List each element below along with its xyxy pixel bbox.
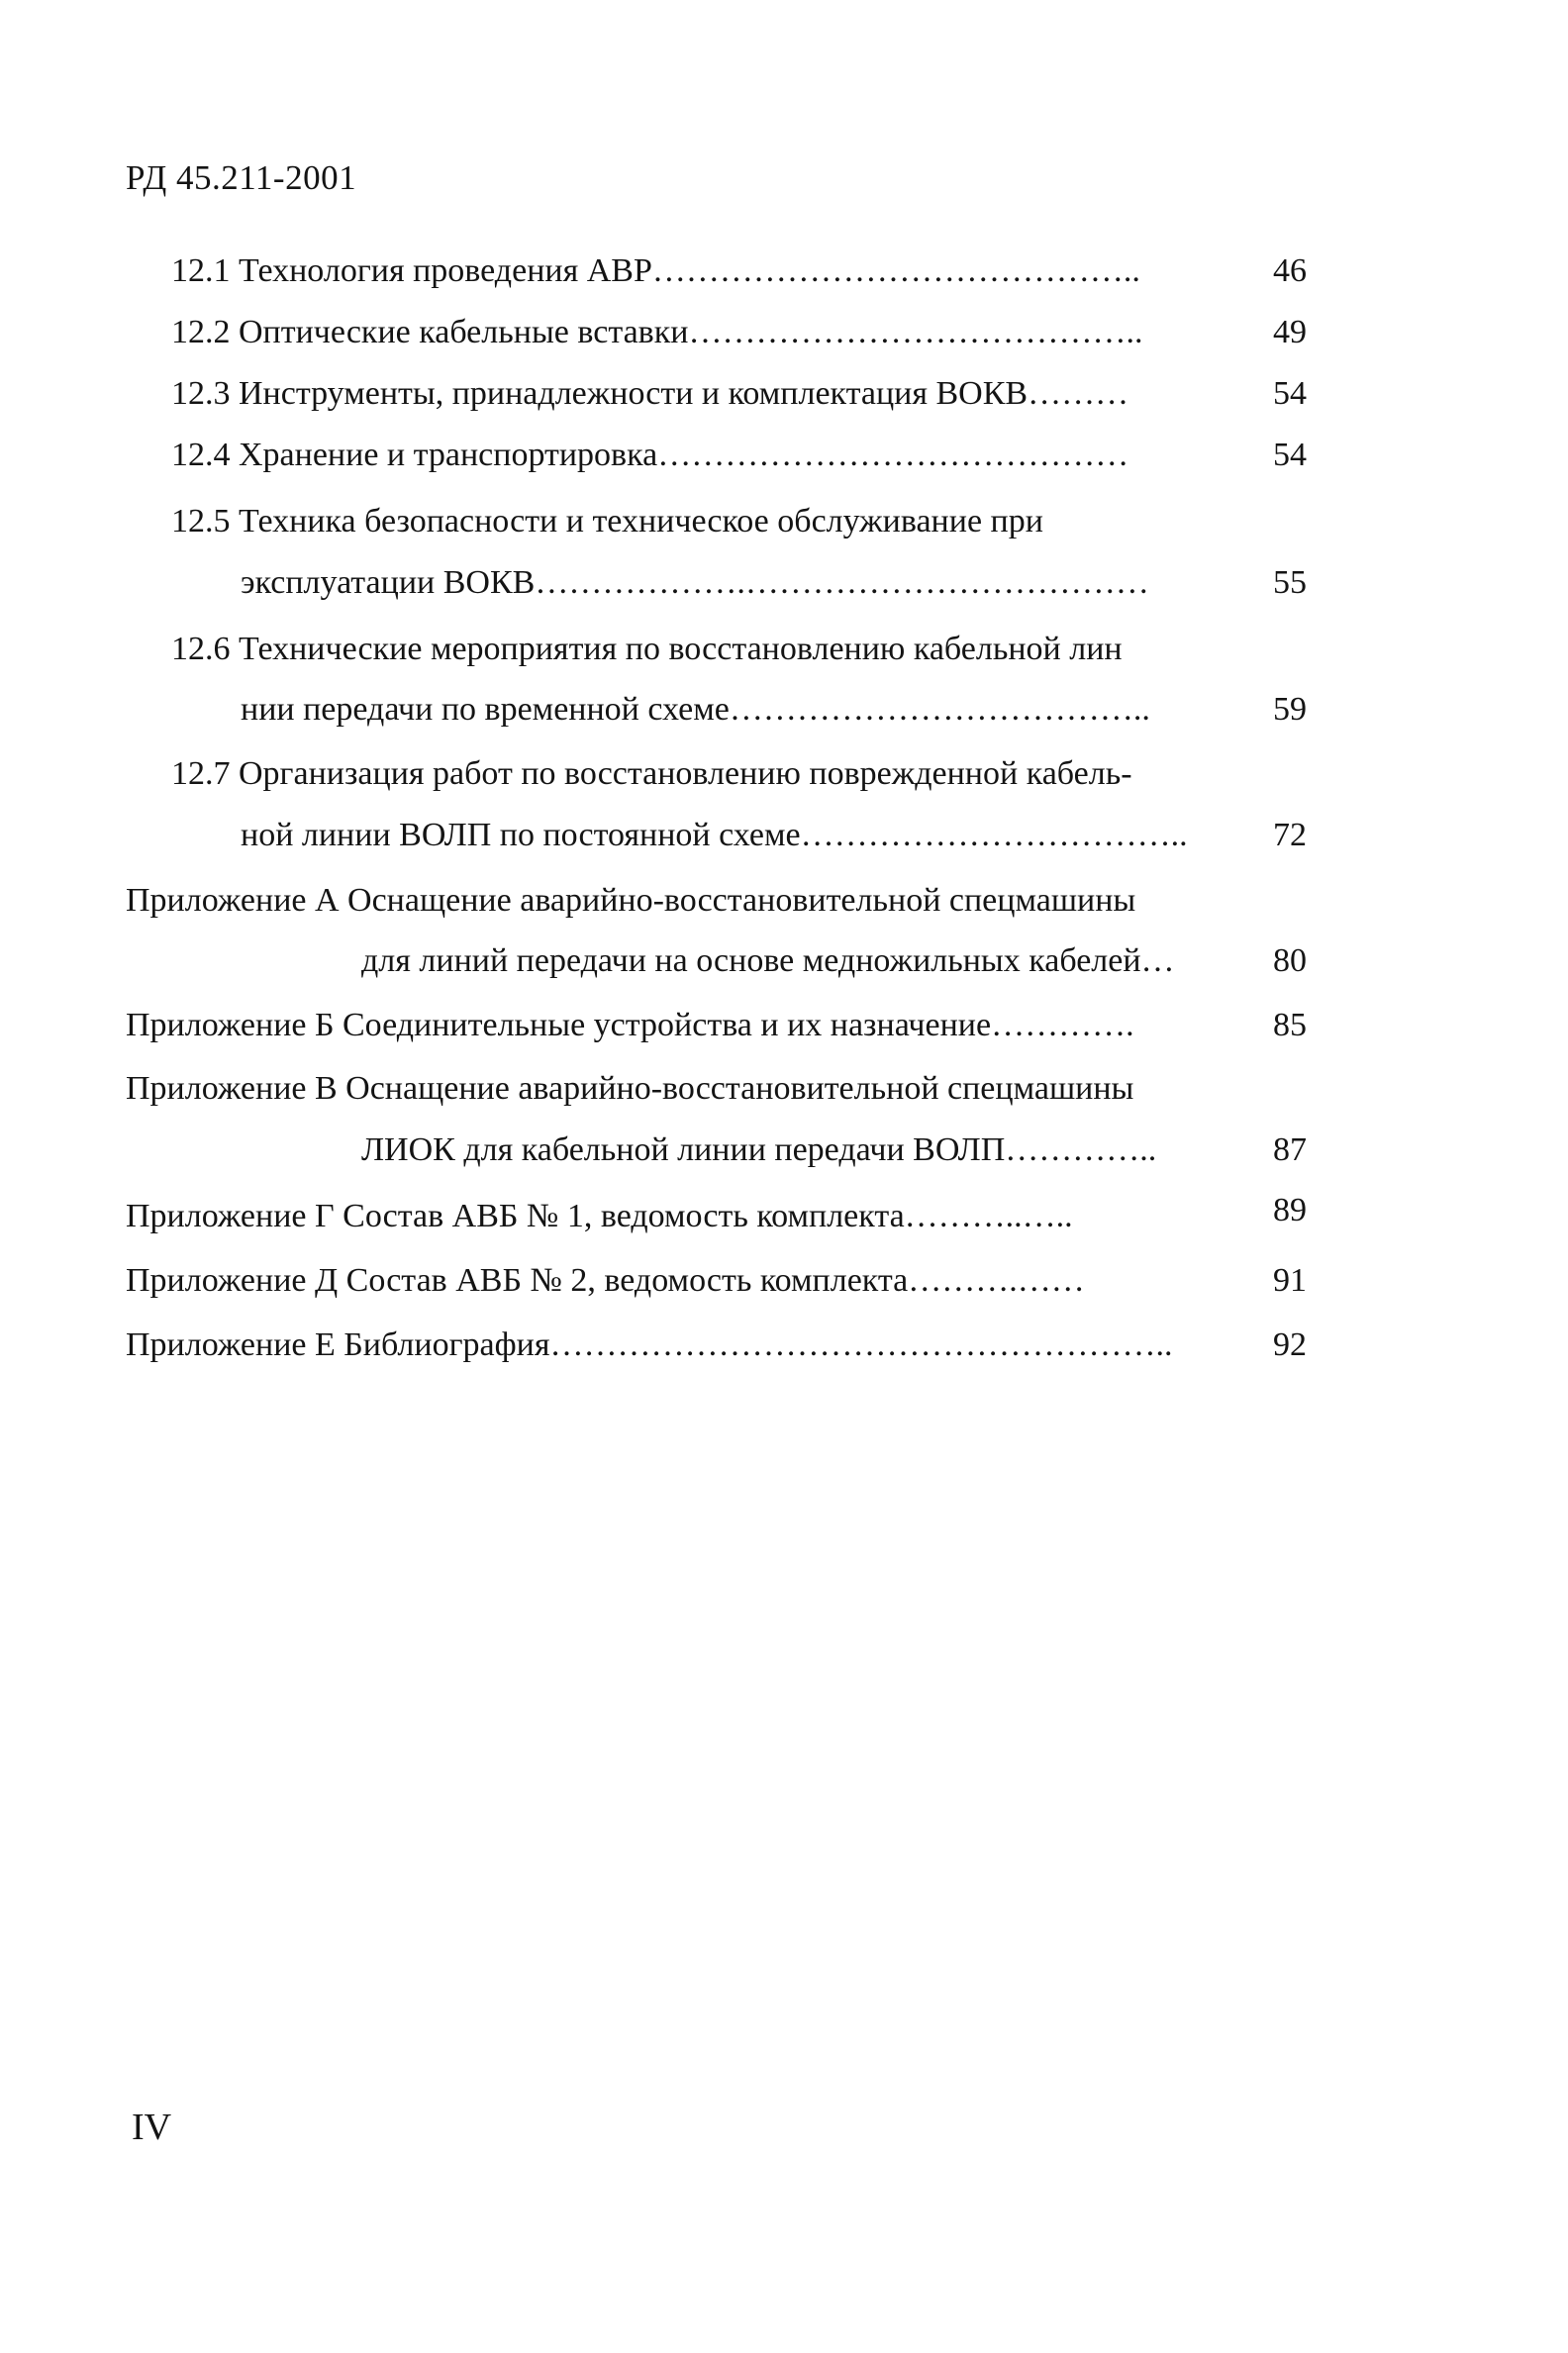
- page-number-footer: IV: [132, 2107, 172, 2148]
- toc-entry-12-3-page: 54: [1273, 375, 1307, 412]
- toc-appendix-v-page: 87: [1273, 1131, 1307, 1168]
- toc-entry-12-2-page: 49: [1273, 314, 1307, 350]
- toc-appendix-b-page: 85: [1273, 1007, 1307, 1043]
- toc-appendix-g-title: Приложение Г Состав АВБ № 1, ведомость комплекта………..…..: [126, 1198, 1073, 1234]
- toc-entry-12-4-page: 54: [1273, 437, 1307, 473]
- toc-entry-12-5-title-cont: эксплуатации ВОКВ……………….………………………………: [241, 564, 1149, 601]
- toc-appendix-g-page: 89: [1273, 1192, 1307, 1228]
- toc-entry-12-7-title: 12.7 Организация работ по восстановлению поврежденной кабель-: [171, 755, 1132, 792]
- toc-appendix-e-title: Приложение Е Библиография………………………………………………..: [126, 1326, 1173, 1363]
- toc-appendix-b-title: Приложение Б Соединительные устройства и их назначение………….: [126, 1007, 1134, 1043]
- toc-entry-12-7-page: 72: [1273, 817, 1307, 853]
- toc-appendix-v-title: Приложение В Оснащение аварийно-восстановительной спецмашины: [126, 1070, 1134, 1107]
- toc-appendix-v-title-cont: ЛИОК для кабельной линии передачи ВОЛП…………..: [361, 1131, 1157, 1168]
- toc-appendix-d-page: 91: [1273, 1262, 1307, 1299]
- toc-entry-12-6-title-cont: нии передачи по временной схеме………………………………..: [241, 691, 1150, 728]
- toc-entry-12-7-title-cont: ной линии ВОЛП по постоянной схеме……………………………..: [241, 817, 1188, 853]
- toc-entry-12-1-title: 12.1 Технология проведения АВР……………………………………..: [171, 252, 1140, 289]
- toc-entry-12-1-page: 46: [1273, 252, 1307, 289]
- toc-entry-12-5-title: 12.5 Техника безопасности и техническое обслуживание при: [171, 503, 1043, 539]
- document-code-header: РД 45.211-2001: [126, 158, 357, 197]
- toc-entry-12-6-page: 59: [1273, 691, 1307, 728]
- toc-entry-12-2-title: 12.2 Оптические кабельные вставки…………………………………..: [171, 314, 1143, 350]
- toc-appendix-d-title: Приложение Д Состав АВБ № 2, ведомость комплекта……….……: [126, 1262, 1085, 1299]
- toc-appendix-e-page: 92: [1273, 1326, 1307, 1363]
- toc-appendix-a-title: Приложение А Оснащение аварийно-восстановительной спецмашины: [126, 882, 1136, 919]
- toc-entry-12-6-title: 12.6 Технические мероприятия по восстановлению кабельной лин: [171, 631, 1123, 667]
- toc-entry-12-3-title: 12.3 Инструменты, принадлежности и комплектация ВОКВ………: [171, 375, 1129, 412]
- toc-appendix-a-page: 80: [1273, 942, 1307, 979]
- toc-entry-12-4-title: 12.4 Хранение и транспортировка……………………………………: [171, 437, 1129, 473]
- toc-entry-12-5-page: 55: [1273, 564, 1307, 601]
- toc-appendix-a-title-cont: для линий передачи на основе медножильных кабелей…: [361, 942, 1175, 979]
